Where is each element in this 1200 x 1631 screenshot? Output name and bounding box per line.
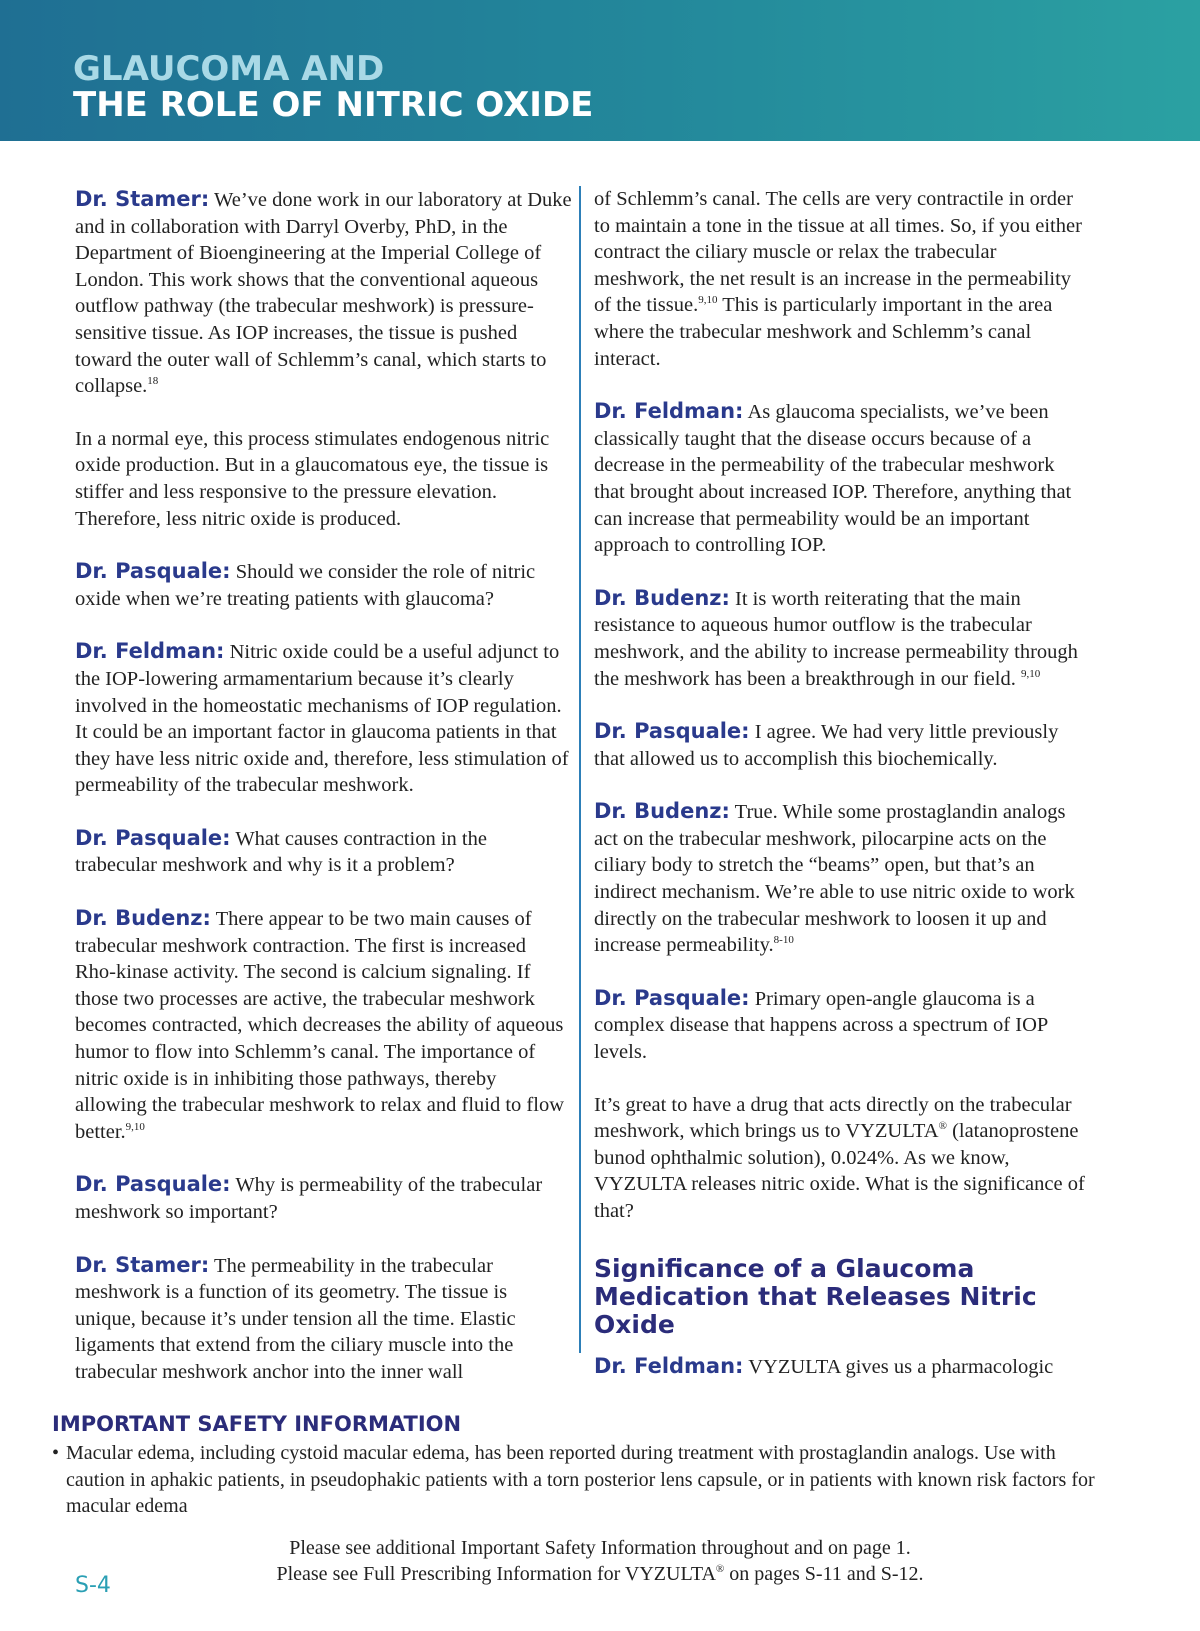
- section-heading: [594, 1255, 1089, 1339]
- speaker-label: Dr. Budenz:: [75, 906, 211, 931]
- reference: 8-10: [773, 934, 794, 947]
- paragraph-text: It’s great to have a drug that acts directly on the trabecular meshwork, which brings us to VYZULTA: [594, 1093, 1072, 1143]
- left-column: [75, 186, 572, 1412]
- paragraph: [594, 1092, 1089, 1225]
- paragraph: [594, 585, 1089, 692]
- reference: 9,10: [1020, 667, 1041, 680]
- footer-note-line1: Please see additional Important Safety Information throughout and on page 1.: [289, 1537, 911, 1559]
- paragraph: [75, 905, 572, 1145]
- paragraph-text: Should we consider the role of nitric oxide when we’re treating patients with glaucoma?: [75, 561, 536, 610]
- paragraph-text: What causes contraction in the trabecular meshwork and why is it a problem?: [75, 827, 487, 877]
- speaker-label: Dr. Budenz:: [594, 799, 730, 824]
- page-title-line1: GLAUCOMA AND: [73, 49, 385, 89]
- paragraph: [75, 825, 572, 879]
- speaker-label: Dr. Budenz:: [594, 585, 730, 610]
- safety-info-text: Macular edema, including cystoid macular edema, has been reported during treatment with prostaglandin analogs. Use with caution in aphakic patients, in pseudophakic patients with a torn posterior lens capsule, or in patients with known risk factors for macular edema: [66, 1442, 1095, 1517]
- safety-info-title: IMPORTANT SAFETY INFORMATION: [52, 1412, 462, 1436]
- paragraph-text: It is worth reiterating that the main resistance to aqueous humor outflow is the trabecular meshwork, and the ability to increase permeability through the meshwork has been a breakthrough in our field.: [594, 587, 1078, 690]
- paragraph-text: Primary open-angle glaucoma is a complex disease that happens across a spectrum of IOP levels.: [594, 987, 1048, 1064]
- speaker-label: Dr. Pasquale:: [75, 825, 231, 850]
- paragraph-text: True. While some prostaglandin analogs act on the trabecular meshwork, pilocarpine acts on the ciliary body to stretch the “beams” open, but that’s an indirect mechanism. We’re able to use nitric oxide to work directly on the trabecular meshwork to loosen it up and increase permeability.: [594, 801, 1075, 957]
- bullet-icon: •: [52, 1442, 60, 1464]
- speaker-label: Dr. Pasquale:: [75, 559, 231, 584]
- speaker-label: Dr. Stamer:: [75, 187, 210, 211]
- reference: 9,10: [125, 1120, 145, 1133]
- right-column: [594, 186, 1089, 1406]
- paragraph: [75, 1171, 572, 1225]
- paragraph: [75, 638, 572, 799]
- paragraph: [594, 186, 1089, 372]
- registered-mark: ®: [938, 1120, 947, 1133]
- speaker-label: Dr. Pasquale:: [594, 719, 750, 744]
- speaker-label: Dr. Feldman:: [75, 639, 225, 664]
- paragraph-text: Why is permeability of the trabecular meshwork so important?: [75, 1174, 543, 1223]
- paragraph-text: VYZULTA gives us a pharmacologic: [743, 1355, 1054, 1378]
- paragraph: [594, 798, 1089, 959]
- footer-note-line2: [0, 1561, 1200, 1587]
- paragraph-text: As glaucoma specialists, we’ve been classically taught that the disease occurs because of a decrease in the permeability of the trabecular meshwork that brought about increased IOP. Therefore, anything that can increase that permeability would be an important approach to controlling IOP.: [594, 401, 1072, 557]
- paragraph-text: I agree. We had very little previously that allowed us to accomplish this biochemically.: [594, 721, 1059, 770]
- paragraph: [594, 398, 1089, 559]
- header-banner: [0, 0, 1200, 141]
- paragraph: [75, 1252, 572, 1386]
- registered-mark: ®: [715, 1563, 725, 1575]
- paragraph-text: Nitric oxide could be a useful adjunct to the IOP-lowering armamentarium because it’s clearly involved in the homeostatic mechanisms of IOP regulation. It could be an important factor in glaucoma patients in that they have less nitric oxide and, therefore, less stimulation of permeability of the trabecular meshwork.: [75, 641, 569, 797]
- paragraph: [594, 718, 1089, 772]
- section-heading-line2: Medication that Releases Nitric Oxide: [594, 1281, 1037, 1339]
- speaker-label: Dr. Stamer:: [75, 1252, 210, 1277]
- paragraph-text: This is particularly important in the area where the trabecular meshwork and Schlemm’s canal interact.: [594, 294, 1053, 370]
- paragraph-text: of Schlemm’s canal. The cells are very contractile in order to maintain a tone in the tissue at all times. So, if you either contract the ciliary muscle or relax the trabecular meshwork, the net result is an increase in the permeability of the tissue.: [594, 188, 1082, 317]
- reference: 18: [147, 375, 159, 388]
- paragraph-text: The permeability in the trabecular meshwork is a function of its geometry. The tissue is unique, because it’s under tension all the time. Elastic ligaments that extend from the ciliary muscle into the trabecular meshwork anchor into the inner wall: [75, 1254, 516, 1383]
- paragraph-text: We’ve done work in our laboratory at Duke and in collaboration with Darryl Overby, PhD, in the Department of Bioengineering at the Imperial College of London. This work shows that the conventional aqueous outflow pathway (the trabecular meshwork) is pressure-sensitive tissue. As IOP increases, the tissue is pushed toward the outer wall of Schlemm’s canal, which starts to collapse.: [75, 189, 572, 398]
- page-title-line2: THE ROLE OF NITRIC OXIDE: [73, 85, 594, 125]
- paragraph: [75, 426, 572, 532]
- paragraph: [594, 1353, 1089, 1381]
- speaker-label: Dr. Pasquale:: [75, 1172, 231, 1197]
- paragraph: [75, 558, 572, 612]
- paragraph: [75, 186, 572, 400]
- footer-text: Please see Full Prescribing Information for VYZULTA: [276, 1563, 716, 1585]
- paragraph-text: In a normal eye, this process stimulates endogenous nitric oxide production. But in a glaucomatous eye, the tissue is stiffer and less responsive to the pressure elevation. Therefore, less nitric oxide is produced.: [75, 427, 550, 530]
- speaker-label: Dr. Feldman:: [594, 1353, 744, 1378]
- speaker-label: Dr. Pasquale:: [594, 985, 750, 1010]
- section-heading-line1: Significance of a Glaucoma: [594, 1253, 975, 1283]
- speaker-label: Dr. Feldman:: [594, 399, 744, 424]
- footer-text: on pages S-11 and S-12.: [724, 1563, 924, 1585]
- paragraph-text: (latanoprostene bunod ophthalmic solution), 0.024%. As we know, VYZULTA releases nitric oxide. What is the significance of that?: [594, 1120, 1085, 1222]
- page-number: S-4: [75, 1573, 111, 1598]
- reference: 9,10: [698, 294, 718, 307]
- paragraph-text: There appear to be two main causes of trabecular meshwork contraction. The first is increased Rho-kinase activity. The second is calcium signaling. If those two processes are active, the trabecular meshwork becomes contracted, which decreases the ability of aqueous humor to flow into Schlemm’s canal. The importance of nitric oxide is in inhibiting those pathways, thereby allowing the trabecular meshwork to relax and fluid to flow better.: [75, 908, 565, 1143]
- paragraph: [594, 985, 1089, 1066]
- column-divider: [579, 186, 581, 1353]
